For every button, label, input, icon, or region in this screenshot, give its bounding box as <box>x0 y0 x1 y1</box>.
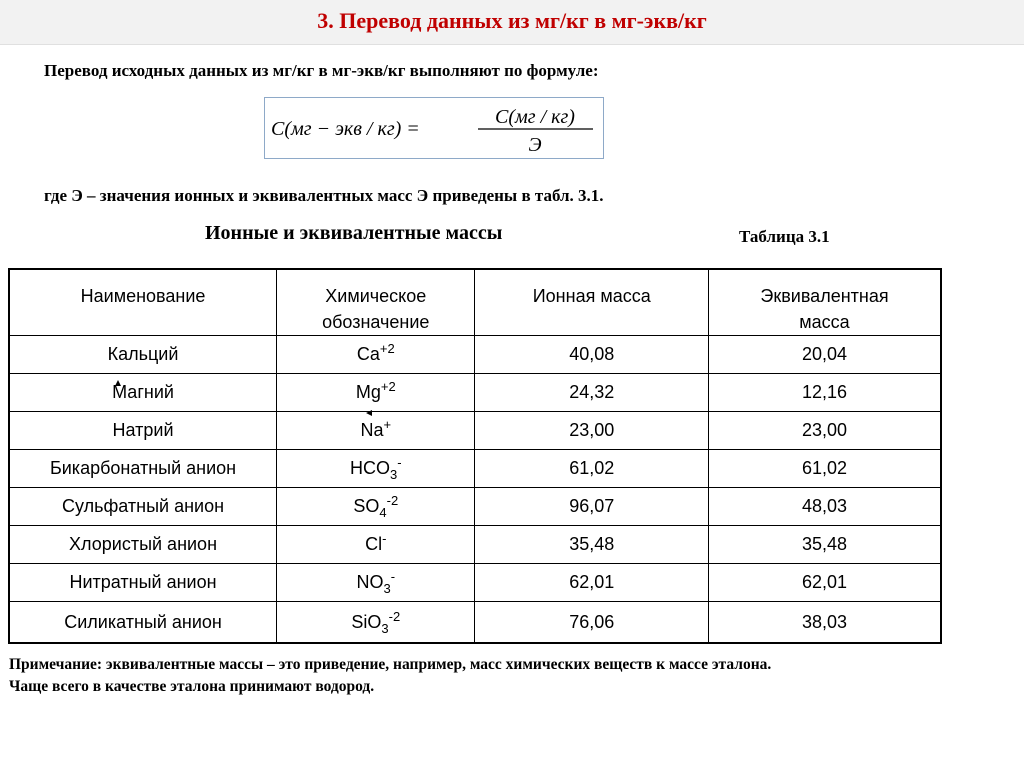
stray-arrow-mark <box>115 380 121 386</box>
cell-ionic: 40,08 <box>475 336 709 374</box>
cell-name: Сульфатный анион <box>9 488 277 526</box>
cell-equiv: 38,03 <box>708 602 941 644</box>
cell-symbol: $NO_3^-$ <box>277 564 475 602</box>
cell-name: Хлористый анион <box>9 526 277 564</box>
where-text: где Э – значения ионных и эквивалентных масс Э приведены в табл. 3.1. <box>44 186 604 205</box>
cell-name: Магний <box>9 374 277 412</box>
title-bar <box>0 0 1024 45</box>
table-row <box>9 412 941 450</box>
footnote <box>9 654 1014 698</box>
header-name: Наименование <box>9 269 277 336</box>
cell-equiv: 35,48 <box>708 526 941 564</box>
table-caption: Ионные и эквивалентные массы <box>205 222 503 244</box>
table-row <box>9 336 941 374</box>
cell-ionic: 96,07 <box>475 488 709 526</box>
cell-symbol: Na+ <box>277 412 475 450</box>
table-row <box>9 602 941 644</box>
formula-lhs: C(мг − экв / кг) = <box>271 118 420 140</box>
mass-table <box>8 268 942 644</box>
formula-numerator: C(мг / кг) <box>495 106 575 128</box>
header-ionic: Ионная масса <box>475 269 709 336</box>
cell-name: Натрий <box>9 412 277 450</box>
cell-equiv: 12,16 <box>708 374 941 412</box>
cell-name: Силикатный анион <box>9 602 277 644</box>
table-row <box>9 526 941 564</box>
table-number: Таблица 3.1 <box>739 227 830 246</box>
cell-ionic: 35,48 <box>475 526 709 564</box>
footnote-line-2: Чаще всего в качестве эталона принимают водород. <box>9 678 375 695</box>
cell-symbol: $Mg^{+2}$ <box>277 374 475 412</box>
formula-svg <box>265 98 603 158</box>
cell-ionic: 23,00 <box>475 412 709 450</box>
cell-name: Кальций <box>9 336 277 374</box>
cell-symbol: $HCO_3^-$ <box>277 450 475 488</box>
intro-text: Перевод исходных данных из мг/кг в мг-экв/кг выполняют по формуле: <box>44 61 599 80</box>
table-row <box>9 564 941 602</box>
cell-equiv: 61,02 <box>708 450 941 488</box>
header-equiv: Эквивалентная масса <box>708 269 941 336</box>
cell-symbol: SiO$_3^{-2}$ <box>277 602 475 644</box>
table-row <box>9 450 941 488</box>
cell-equiv: 62,01 <box>708 564 941 602</box>
slide-title: 3. Перевод данных из мг/кг в мг-экв/кг <box>317 8 707 33</box>
cell-equiv: 23,00 <box>708 412 941 450</box>
cell-name: Нитратный анион <box>9 564 277 602</box>
cell-ionic: 62,01 <box>475 564 709 602</box>
stray-arrow-mark <box>366 410 372 416</box>
cell-symbol: Cl- <box>277 526 475 564</box>
table-header-row <box>9 269 941 336</box>
cell-ionic: 61,02 <box>475 450 709 488</box>
cell-symbol: $SO_4^{-2}$ <box>277 488 475 526</box>
cell-equiv: 48,03 <box>708 488 941 526</box>
cell-name: Бикарбонатный анион <box>9 450 277 488</box>
table-row <box>9 488 941 526</box>
cell-symbol: $Ca^{+2}$ <box>277 336 475 374</box>
formula-box <box>264 97 604 159</box>
formula-denominator: Э <box>528 134 542 156</box>
footnote-line-1: Примечание: эквивалентные массы – это приведение, например, масс химических веществ к массе эталона. <box>9 656 772 673</box>
cell-ionic: 24,32 <box>475 374 709 412</box>
cell-equiv: 20,04 <box>708 336 941 374</box>
header-symbol: Химическое обозначение <box>277 269 475 336</box>
cell-ionic: 76,06 <box>475 602 709 644</box>
table-row <box>9 374 941 412</box>
